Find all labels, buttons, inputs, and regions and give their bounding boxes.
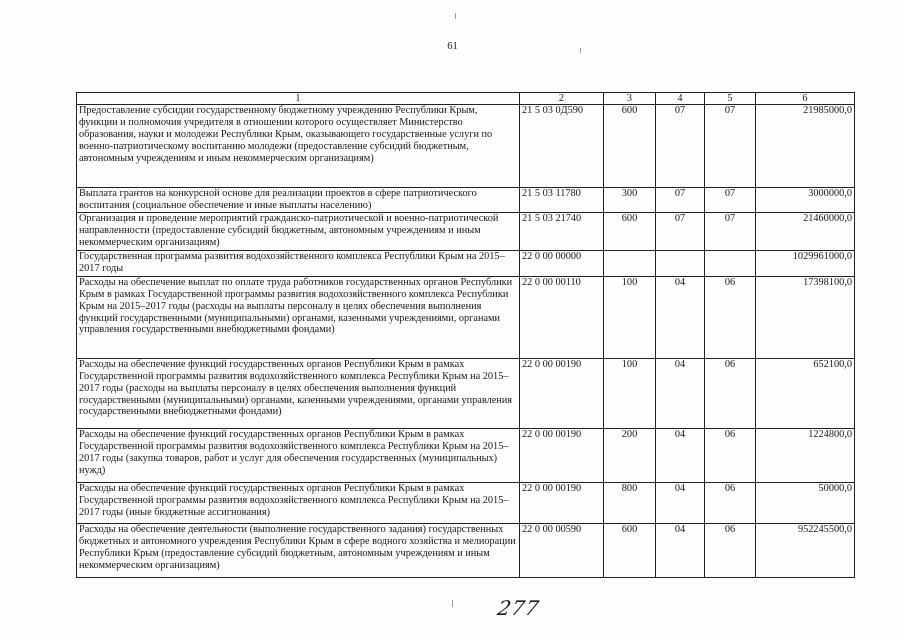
row-section: 07 xyxy=(656,212,705,250)
row-subsection xyxy=(705,250,756,276)
table-row xyxy=(77,276,855,358)
row-subsection: 06 xyxy=(705,358,756,428)
row-section: 04 xyxy=(656,523,705,577)
row-description: Организация и проведение мероприятий гражданско-патриотической и военно-патриотической направленности (предоставление субсидий бюджетным, автономным учреждениям и иным некоммерческим организациям) xyxy=(77,212,520,250)
row-subsection: 06 xyxy=(705,482,756,523)
table-row xyxy=(77,482,855,523)
row-description: Расходы на обеспечение функций государственных органов Республики Крым в рамках Государственной программы развития водохозяйственного комплекса Республики Крым на 2015–2017 годы (закупка товаров, работ и услуг для обеспечения государственных (муниципальных) нужд) xyxy=(77,428,520,482)
row-expense-type: 800 xyxy=(604,482,656,523)
row-section: 04 xyxy=(656,482,705,523)
budget-table xyxy=(76,92,855,578)
scan-artifact xyxy=(455,13,456,19)
row-expense-type: 600 xyxy=(604,212,656,250)
row-code: 22 0 00 00190 xyxy=(520,428,604,482)
row-description: Расходы на обеспечение функций государственных органов Республики Крым в рамках Государственной программы развития водохозяйственного комплекса Республики Крым на 2015–2017 годы (иные бюджетные ассигнования) xyxy=(77,482,520,523)
row-section: 04 xyxy=(656,276,705,358)
row-code: 22 0 00 00590 xyxy=(520,523,604,577)
row-subsection: 07 xyxy=(705,212,756,250)
row-code: 21 5 03 11780 xyxy=(520,188,604,213)
row-amount: 21460000,0 xyxy=(756,212,855,250)
row-subsection: 07 xyxy=(705,188,756,213)
table-row xyxy=(77,188,855,213)
row-amount: 50000,0 xyxy=(756,482,855,523)
row-expense-type: 100 xyxy=(604,276,656,358)
column-header-3: 3 xyxy=(604,93,656,105)
row-subsection: 06 xyxy=(705,428,756,482)
row-code: 21 5 03 21740 xyxy=(520,212,604,250)
row-subsection: 06 xyxy=(705,523,756,577)
row-description: Расходы на обеспечение выплат по оплате труда работников государственных органов Республики Крым в рамках Государственной программы развития водохозяйственного комплекса Республики Крым на 2015–2017 годы (расходы на выплаты персоналу в целях обеспечения выполнения функций государственными (муниципальными) органами, казенными учреждениями, органами управления государственными внебюджетными фондами) xyxy=(77,276,520,358)
table-row xyxy=(77,105,855,188)
row-expense-type xyxy=(604,250,656,276)
row-description: Выплата грантов на конкурсной основе для реализации проектов в сфере патриотического воспитания (социальное обеспечение и иные выплаты населению) xyxy=(77,188,520,213)
row-description: Предоставление субсидии государственному бюджетному учреждению Республики Крым, функции и полномочия учредителя в отношении которого осуществляет Министерство образования, науки и молодежи Республики Крым, оказывающего государственные услуги по военно-патриотическому воспитанию молодежи (предоставление субсидий бюджетным, автономным учреждениям и иным некоммерческим организациям) xyxy=(77,105,520,188)
column-header-2: 2 xyxy=(520,93,604,105)
row-section: 07 xyxy=(656,188,705,213)
row-expense-type: 100 xyxy=(604,358,656,428)
row-amount: 3000000,0 xyxy=(756,188,855,213)
row-section: 04 xyxy=(656,428,705,482)
row-expense-type: 600 xyxy=(604,105,656,188)
row-description: Государственная программа развития водохозяйственного комплекса Республики Крым на 2015–2017 годы xyxy=(77,250,520,276)
row-code: 22 0 00 00190 xyxy=(520,358,604,428)
column-header-1: 1 xyxy=(77,93,520,105)
row-section xyxy=(656,250,705,276)
row-amount: 652100,0 xyxy=(756,358,855,428)
row-subsection: 07 xyxy=(705,105,756,188)
column-number-row xyxy=(77,93,855,105)
page-number: 61 xyxy=(447,41,458,52)
scan-artifact xyxy=(580,48,581,53)
row-expense-type: 200 xyxy=(604,428,656,482)
row-expense-type: 300 xyxy=(604,188,656,213)
table-row xyxy=(77,358,855,428)
column-header-4: 4 xyxy=(656,93,705,105)
row-subsection: 06 xyxy=(705,276,756,358)
table-row xyxy=(77,250,855,276)
row-expense-type: 600 xyxy=(604,523,656,577)
row-amount: 21985000,0 xyxy=(756,105,855,188)
handwritten-page-number: 277 xyxy=(495,596,542,620)
scan-artifact xyxy=(452,600,453,607)
row-section: 07 xyxy=(656,105,705,188)
row-description: Расходы на обеспечение функций государственных органов Республики Крым в рамках Государственной программы развития водохозяйственного комплекса Республики Крым на 2015–2017 годы (расходы на выплаты персоналу в целях обеспечения выполнения функций государственными (муниципальными) органами, казенными учреждениями, органами управления государственными внебюджетными фондами) xyxy=(77,358,520,428)
column-header-5: 5 xyxy=(705,93,756,105)
column-header-6: 6 xyxy=(756,93,855,105)
table-row xyxy=(77,428,855,482)
table-row xyxy=(77,212,855,250)
row-amount: 952245500,0 xyxy=(756,523,855,577)
row-code: 22 0 00 00000 xyxy=(520,250,604,276)
row-code: 22 0 00 00110 xyxy=(520,276,604,358)
row-description: Расходы на обеспечение деятельности (выполнение государственного задания) государственных бюджетных и автономного учреждения Республики Крым в сфере водного хозяйства и мелиорации Республики Крым (предоставление субсидий бюджетным, автономным учреждениям и иным некоммерческим организациям) xyxy=(77,523,520,577)
row-code: 21 5 03 0Д590 xyxy=(520,105,604,188)
table-row xyxy=(77,523,855,577)
row-amount: 17398100,0 xyxy=(756,276,855,358)
row-section: 04 xyxy=(656,358,705,428)
row-code: 22 0 00 00190 xyxy=(520,482,604,523)
row-amount: 1029961000,0 xyxy=(756,250,855,276)
row-amount: 1224800,0 xyxy=(756,428,855,482)
